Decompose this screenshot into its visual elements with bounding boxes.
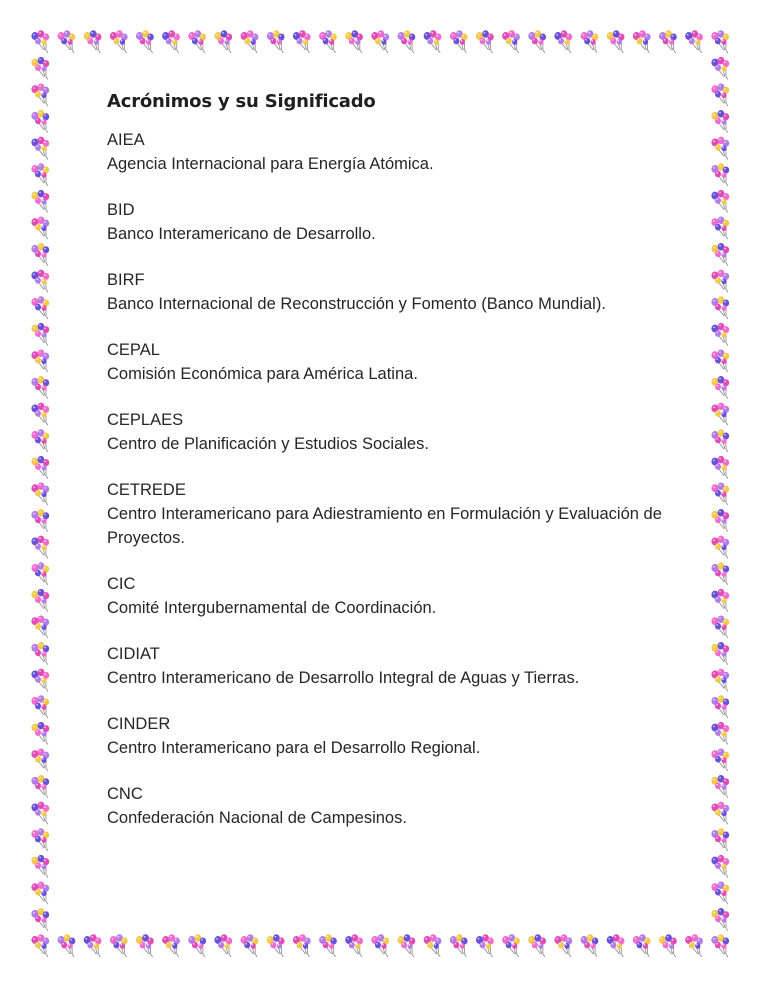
balloon-icon (711, 349, 729, 372)
balloon-icon (162, 934, 180, 957)
acronym-entry (107, 338, 667, 386)
acronym-entry (107, 572, 667, 620)
balloon-icon (31, 216, 49, 239)
balloon-icon (398, 30, 416, 53)
acronym: CIC (107, 575, 136, 593)
balloon-icon (581, 30, 599, 53)
acronym-entry (107, 782, 667, 830)
balloon-icon (711, 323, 729, 346)
balloon-icon (241, 30, 259, 53)
balloon-icon (31, 243, 49, 266)
balloon-icon (528, 934, 546, 957)
acronym-meaning: Centro Interamericano para el Desarrollo Regional. (107, 739, 481, 757)
balloon-icon (711, 828, 729, 851)
balloon-icon (31, 163, 49, 186)
balloon-icon (241, 934, 259, 957)
balloon-icon (711, 855, 729, 878)
balloon-icon (711, 243, 729, 266)
balloon-icon (711, 722, 729, 745)
acronym-meaning: Comisión Económica para América Latina. (107, 365, 418, 383)
acronym: CEPAL (107, 341, 160, 359)
balloon-icon (711, 509, 729, 532)
balloon-icon (711, 376, 729, 399)
balloon-icon (711, 775, 729, 798)
balloon-icon (31, 30, 49, 53)
balloon-icon (31, 589, 49, 612)
balloon-icon (711, 83, 729, 106)
acronym-entry (107, 478, 667, 550)
balloon-icon (31, 802, 49, 825)
balloon-icon (711, 934, 729, 957)
balloon-icon (711, 642, 729, 665)
balloon-icon (31, 83, 49, 106)
balloon-icon (31, 323, 49, 346)
acronym-entry (107, 712, 667, 760)
balloon-icon (319, 30, 337, 53)
balloon-icon (31, 722, 49, 745)
balloon-icon (31, 296, 49, 319)
balloon-icon (31, 642, 49, 665)
balloon-icon (136, 934, 154, 957)
balloon-icon (58, 30, 76, 53)
balloon-icon (31, 536, 49, 559)
balloon-icon (31, 855, 49, 878)
balloon-icon (711, 403, 729, 426)
acronym: AIEA (107, 131, 145, 149)
acronym-entry (107, 128, 667, 176)
balloon-icon (31, 562, 49, 585)
acronym-entry (107, 642, 667, 690)
balloon-icon (581, 934, 599, 957)
balloon-icon (136, 30, 154, 53)
balloon-icon (58, 934, 76, 957)
balloon-icon (476, 30, 494, 53)
balloon-icon (31, 270, 49, 293)
balloon-icon (711, 802, 729, 825)
balloon-icon (607, 934, 625, 957)
acronym-entry (107, 408, 667, 456)
balloon-icon (711, 190, 729, 213)
balloon-icon (31, 615, 49, 638)
balloon-icon (188, 934, 206, 957)
balloon-icon (711, 163, 729, 186)
balloon-icon (476, 934, 494, 957)
balloon-icon (711, 137, 729, 160)
balloon-icon (31, 908, 49, 931)
balloon-icon (711, 669, 729, 692)
balloon-icon (502, 934, 520, 957)
balloon-icon (214, 934, 232, 957)
balloon-icon (84, 934, 102, 957)
balloon-icon (31, 57, 49, 80)
document-content (107, 88, 667, 852)
balloon-icon (711, 908, 729, 931)
balloon-icon (711, 216, 729, 239)
balloon-icon (31, 429, 49, 452)
balloon-icon (31, 509, 49, 532)
balloon-icon (345, 30, 363, 53)
balloon-icon (214, 30, 232, 53)
acronym-meaning: Banco Internacional de Reconstrucción y Fomento (Banco Mundial). (107, 295, 606, 313)
balloon-icon (711, 881, 729, 904)
balloon-icon (31, 669, 49, 692)
balloon-icon (398, 934, 416, 957)
acronym-meaning: Centro de Planificación y Estudios Sociales. (107, 435, 429, 453)
acronym-meaning: Comité Intergubernamental de Coordinación. (107, 599, 437, 617)
balloon-icon (685, 934, 703, 957)
acronym-entry (107, 198, 667, 246)
acronym-meaning: Confederación Nacional de Campesinos. (107, 809, 407, 827)
acronym: CETREDE (107, 481, 186, 499)
balloon-icon (371, 30, 389, 53)
balloon-icon (84, 30, 102, 53)
acronym: BID (107, 201, 135, 219)
balloon-icon (31, 349, 49, 372)
balloon-icon (31, 110, 49, 133)
balloon-icon (31, 190, 49, 213)
balloon-icon (711, 110, 729, 133)
balloon-icon (554, 30, 572, 53)
balloon-icon (31, 456, 49, 479)
balloon-icon (31, 775, 49, 798)
balloon-icon (110, 934, 128, 957)
balloon-icon (711, 482, 729, 505)
balloon-icon (31, 934, 49, 957)
balloon-icon (293, 30, 311, 53)
balloon-icon (267, 30, 285, 53)
acronym: CINDER (107, 715, 171, 733)
balloon-icon (711, 615, 729, 638)
balloon-icon (31, 137, 49, 160)
balloon-icon (31, 403, 49, 426)
balloon-icon (110, 30, 128, 53)
balloon-icon (267, 934, 285, 957)
balloon-icon (607, 30, 625, 53)
balloon-icon (711, 30, 729, 53)
acronym: CEPLAES (107, 411, 184, 429)
page-title: Acrónimos y su Significado (107, 91, 376, 112)
balloon-icon (31, 482, 49, 505)
balloon-icon (711, 589, 729, 612)
balloon-icon (345, 934, 363, 957)
balloon-icon (711, 748, 729, 771)
acronym: CIDIAT (107, 645, 160, 663)
balloon-icon (162, 30, 180, 53)
acronym-meaning: Banco Interamericano de Desarrollo. (107, 225, 376, 243)
balloon-icon (685, 30, 703, 53)
acronym: CNC (107, 785, 143, 803)
balloon-icon (31, 748, 49, 771)
balloon-icon (424, 934, 442, 957)
balloon-icon (659, 934, 677, 957)
balloon-icon (711, 536, 729, 559)
balloon-icon (502, 30, 520, 53)
balloon-icon (711, 57, 729, 80)
balloon-icon (711, 429, 729, 452)
acronym-meaning: Centro Interamericano para Adiestramiento en Formulación y Evaluación de Proyectos. (107, 505, 662, 547)
balloon-icon (711, 695, 729, 718)
balloon-icon (450, 934, 468, 957)
balloon-icon (371, 934, 389, 957)
balloon-icon (554, 934, 572, 957)
balloon-icon (293, 934, 311, 957)
balloon-icon (711, 562, 729, 585)
balloon-icon (633, 934, 651, 957)
balloon-icon (31, 695, 49, 718)
balloon-icon (31, 828, 49, 851)
balloon-icon (659, 30, 677, 53)
balloon-icon (319, 934, 337, 957)
acronym-entry (107, 268, 667, 316)
balloon-icon (711, 270, 729, 293)
balloon-icon (633, 30, 651, 53)
balloon-icon (424, 30, 442, 53)
acronym: BIRF (107, 271, 145, 289)
balloon-icon (188, 30, 206, 53)
balloon-icon (711, 296, 729, 319)
acronym-meaning: Agencia Internacional para Energía Atómica. (107, 155, 434, 173)
balloon-icon (31, 881, 49, 904)
balloon-icon (31, 376, 49, 399)
balloon-icon (528, 30, 546, 53)
balloon-icon (450, 30, 468, 53)
acronym-meaning: Centro Interamericano de Desarrollo Integral de Aguas y Tierras. (107, 669, 580, 687)
balloon-icon (711, 456, 729, 479)
